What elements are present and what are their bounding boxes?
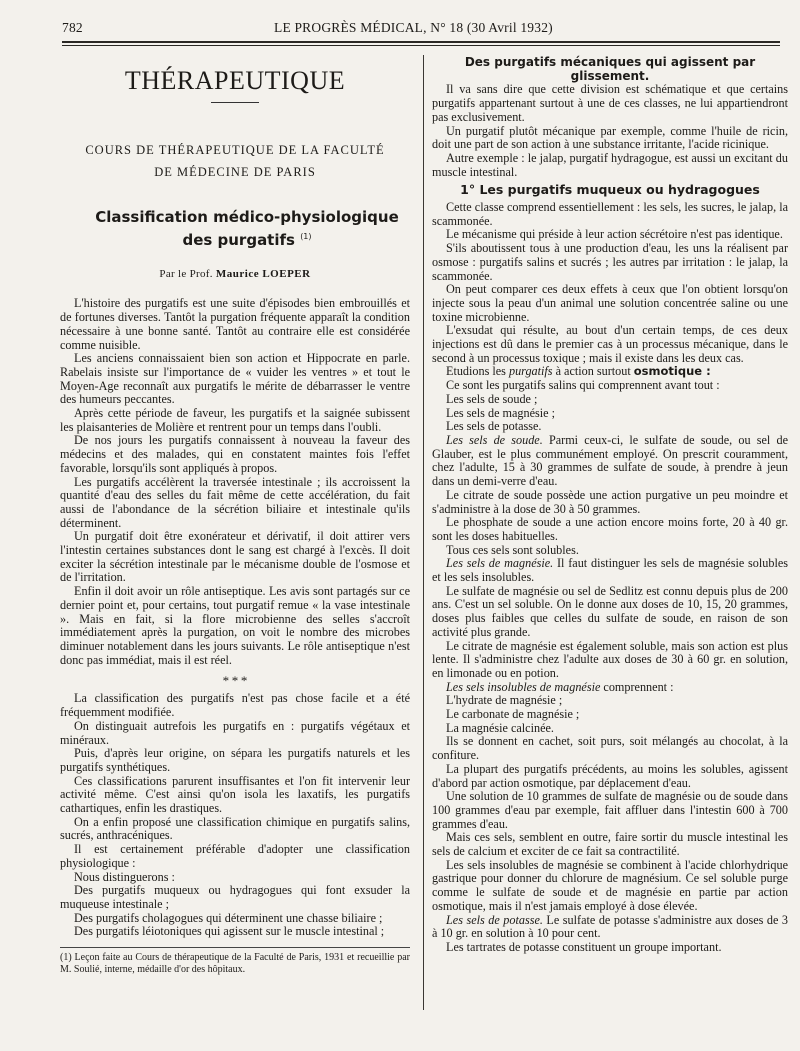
byline-prefix: Par le Prof. [159, 267, 213, 280]
text-run: à action surtout [552, 364, 634, 379]
paragraph [432, 681, 788, 695]
paragraph: Le sulfate de magnésie ou sel de Sedlitz est connu depuis plus de 200 ans. C'est un sel soluble. On le donne aux doses de 10, 15, 20 grammes, doses plus faibles que celles du sulfate de soude, en raison de son activité plus grande. [432, 583, 788, 639]
list-item: Les sels de potasse. [446, 419, 542, 434]
paragraph: Enfin il doit avoir un rôle antiseptique. Les avis sont partagés sur ce dernier point et, pour certains, tout purgatif remue « la vase intestinale ». Mais en fait, si la flore microbienne des selles s'accroît immédiatement après la purgation, on voit le nombre des microbes diminuer notablement dans les jours suivants. Le rôle antiseptique n'est donc pas immédiat, mais il est réel. [60, 584, 410, 667]
left-column [60, 56, 410, 976]
text-run: Le sulfate de potasse s'administre aux doses de 3 à 10 gr. en solution à 10 pour cent. [432, 912, 788, 941]
italic-term: Les sels de potasse. [446, 912, 543, 927]
paragraph: Des purgatifs léiotoniques qui agissent sur le muscle intestinal ; [74, 924, 385, 939]
paragraph: Puis, d'après leur origine, on sépara les purgatifs naturels et les purgatifs synthétiques. [60, 746, 410, 774]
paragraph [432, 434, 788, 489]
paragraph: Un purgatif doit être exonérateur et dérivatif, il doit attirer vers l'intestin certaines substances dont le sang est chargé à l'excès. Il doit exciter la sécrétion intestinale par le mécanisme double de l'osmose et de l'irritation. [60, 529, 410, 585]
paragraph: Le phosphate de soude a une action encore moins forte, 20 à 40 gr. sont les doses habituelles. [432, 515, 788, 543]
subsection-title: 1° Les purgatifs muqueux ou hydragogues [460, 182, 760, 198]
paragraph: Ce sont les purgatifs salins qui comprennent avant tout : [446, 378, 720, 393]
course-line-1: COURS DE THÉRAPEUTIQUE DE LA FACULTÉ [85, 142, 385, 157]
list-item: Le carbonate de magnésie ; [446, 707, 580, 722]
paragraph: Après cette période de faveur, les purgatifs et la saignée subissent les plaisanteries de Molière et rentrent pour un temps dans l'oubli. [60, 406, 410, 434]
author-name: Maurice LOEPER [215, 267, 311, 280]
paragraph: Ces classifications parurent insuffisantes et l'on fit intervenir leur activité même. C'est ainsi qu'on isola les laxatifs, les purgatifs cathartiques, enfin les drastiques. [60, 773, 410, 816]
mechanical-purgatives-heading: Des purgatifs mécaniques qui agissent par glissement. [464, 55, 756, 83]
paragraph: L'exsudat qui résulte, au bout d'un certain temps, de ces deux injections est dû dans le premier cas à un processus mécanique, dans le second à un processus toxique ; mais il existe dans les deux cas. [432, 323, 788, 365]
text-run: Il faut distinguer les sels de magnésie solubles et les sels insolubles. [432, 556, 788, 585]
paragraph: On distinguait autrefois les purgatifs en : purgatifs végétaux et minéraux. [60, 718, 410, 747]
header-rule-thin [62, 45, 780, 46]
paragraph: Des purgatifs muqueux ou hydragogues qui font exsuder la muqueuse intestinale ; [60, 883, 410, 911]
paragraph: De nos jours les purgatifs connaissent à nouveau la faveur des médecins et des malades, qui en constatent maintes fois l'effet favorable, lorsqu'ils sont appliqués à propos. [60, 433, 410, 475]
article-title [60, 207, 410, 250]
list-item: La magnésie calcinée. [446, 720, 554, 735]
italic-term: Les sels de soude. [446, 432, 543, 447]
right-column [432, 56, 788, 955]
title-rule [211, 102, 259, 103]
paragraph [432, 557, 788, 584]
paragraph: Autre exemple : le jalap, purgatif hydragogue, est aussi un excitant du muscle intestinal. [432, 150, 788, 179]
paragraph: Les sels insolubles de magnésie se combinent à l'acide chlorhydrique gastrique pour donner du chlorure de magnésium. Ce sel soluble purge comme le sulfate de soude et de magnésie en partie par action osmotique, mais il n'est jamais employé à dose élevée. [432, 857, 788, 913]
paragraph: Tous ces sels sont solubles. [446, 542, 579, 557]
running-head [62, 20, 780, 42]
article-title-line-2: des purgatifs [182, 230, 295, 249]
paragraph: Nous distinguerons : [74, 869, 175, 884]
paragraph [432, 914, 788, 941]
italic-term: Les sels insolubles de magnésie [446, 679, 601, 694]
article-title-line-1: Classification médico-physiologique [95, 207, 399, 226]
course-line-2: DE MÉDECINE DE PARIS [154, 164, 316, 179]
paragraph: Des purgatifs cholagogues qui déterminent une chasse biliaire ; [74, 910, 383, 925]
intro-paragraphs [60, 297, 410, 667]
paragraph [432, 365, 788, 379]
paragraph: Ils se donnent en cachet, soit purs, soit mélangés au chocolat, à la confiture. [432, 734, 788, 763]
list-item: Les sels de soude ; [446, 391, 538, 406]
paragraph: Un purgatif plutôt mécanique par exemple, comme l'huile de ricin, doit une part de son action à une substance irritante, l'acide ricinique. [432, 123, 788, 152]
list-item: L'hydrate de magnésie ; [446, 693, 563, 708]
paragraph: Les tartrates de potasse constituent un groupe important. [446, 940, 722, 954]
header-rule [62, 41, 780, 43]
footnote: (1) Leçon faite au Cours de thérapeutique de la Faculté de Paris, 1931 et recueillie par M. Soulié, interne, médaille d'or des hôpitaux. [60, 952, 410, 976]
column-divider [423, 55, 424, 1010]
paragraph: Cette classe comprend essentiellement : les sels, les sucres, le jalap, la scammonée. [432, 200, 788, 228]
classification-paragraphs [60, 692, 410, 939]
bold-term: osmotique : [633, 364, 711, 379]
paragraph: La classification des purgatifs n'est pas chose facile et a été fréquemment modifiée. [60, 691, 410, 720]
italic-term: Les sels de magnésie. [446, 556, 554, 571]
page-number: 782 [62, 20, 83, 35]
text-run: comprennent : [600, 679, 674, 694]
paragraph: Le citrate de magnésie est également soluble, mais son action est plus lente. Il s'administre chez l'adulte aux doses de 30 à 60 gr. en solution, en limonade ou en potion. [432, 638, 788, 680]
paragraph: Le mécanisme qui préside à leur action sécrétoire n'est pas identique. [446, 227, 783, 242]
paragraph: La plupart des purgatifs précédents, au moins les solubles, agissent d'abord par action osmotique, par déplacement d'eau. [432, 761, 788, 790]
asterism: * * * [222, 673, 248, 689]
italic-term: purgatifs [508, 364, 553, 379]
paragraph: On a enfin proposé une classification chimique en purgatifs salins, sucrés, anthracéniques. [60, 814, 410, 843]
section-title: THÉRAPEUTIQUE [124, 66, 346, 95]
list-item: Les sels de magnésie ; [446, 405, 555, 420]
footnote-marker: (1) [300, 231, 312, 241]
journal-title: LE PROGRÈS MÉDICAL, N° 18 (30 Avril 1932) [274, 20, 553, 35]
text-run: Etudions les [446, 364, 509, 379]
footnote-rule [60, 947, 410, 948]
paragraph: On peut comparer ces deux effets à ceux que l'on obtient lorsqu'on injecte sous la peau d'un animal une solution concentrée saline ou une toxine microbienne. [432, 282, 788, 324]
paragraph: Les purgatifs accélèrent la traversée intestinale ; ils accroissent la quantité d'eau des selles du fait même de cette accélération, du fait aussi de l'abondance de la sécrétion biliaire et intestinale qu'ils déterminent. [60, 474, 410, 530]
paragraph: S'ils aboutissent tous à une production d'eau, les uns la réalisent par osmose : purgatifs salins et sucrés ; les autres par irritation : le jalap, la scammonée. [432, 241, 788, 283]
paragraph: Il est certainement préférable d'adopter une classification physiologique : [60, 842, 410, 870]
paragraph: L'histoire des purgatifs est une suite d'épisodes bien embrouillés et de fortunes diverses. Tantôt la purgation fréquente apparaît la condition nécessaire à une bonne santé. Tantôt au contraire elle est considérée comme nuisible. [60, 296, 410, 352]
course-heading [60, 139, 410, 183]
paragraph: Il va sans dire que cette division est schématique et que certains purgatifs appartenant surtout à une de ces classes, ne lui appartiendront pas exclusivement. [432, 82, 788, 124]
paragraph: Les anciens connaissaient bien son action et Hippocrate en parle. Rabelais insiste sur l'importance de « vuider les ventres » et tout le Moyen-Age reconnaît aux purgatifs le mérite de débarrasser le ventre des humeurs peccantes. [60, 351, 410, 407]
insoluble-salts-list [432, 694, 788, 735]
text-run: Parmi ceux-ci, le sulfate de soude, ou sel de Glauber, est le plus communément employé. On prescrit couramment, chez l'adulte, 15 à 30 grammes de sulfate de soude, à prendre à jeun dans un demi-verre d'eau. [432, 432, 788, 489]
paragraph: Une solution de 10 grammes de sulfate de magnésie ou de soude dans 100 grammes d'eau par exemple, fait affluer dans l'intestin 600 à 700 grammes d'eau. [432, 789, 788, 831]
soluble-salts-list [432, 393, 788, 434]
paragraph: Le citrate de soude possède une action purgative un peu moindre et s'administre à la dose de 30 à 50 grammes. [432, 487, 788, 516]
paragraph: Mais ces sels, semblent en outre, faire sortir du muscle intestinal les sels de calcium et exciter de ce fait sa contractilité. [432, 830, 788, 859]
byline [60, 268, 410, 282]
